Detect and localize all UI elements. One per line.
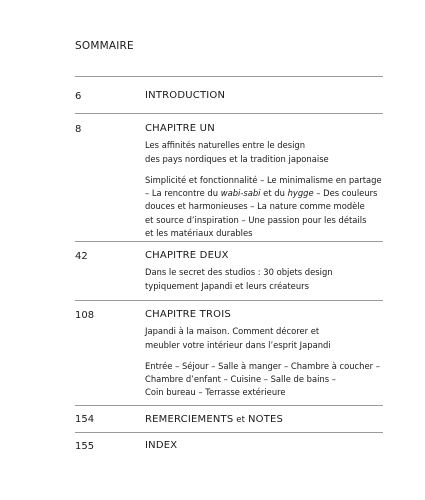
toc-entry-chapitre-deux[interactable]: [145, 249, 395, 293]
divider: [75, 241, 383, 242]
entry-heading: CHAPITRE DEUX: [145, 250, 229, 261]
entry-description: [145, 174, 395, 240]
toc-entry-remerciements[interactable]: [145, 412, 395, 427]
entry-heading: INTRODUCTION: [145, 90, 226, 101]
description-text: et du: [260, 188, 288, 199]
entry-heading: CHAPITRE UN: [145, 123, 215, 134]
toc-entry-index[interactable]: [145, 439, 395, 453]
entry-heading: [145, 412, 395, 427]
entry-heading: CHAPITRE TROIS: [145, 309, 231, 320]
page-number: 155: [75, 441, 95, 452]
page-number: 154: [75, 414, 95, 425]
description-text: – La rencontre du: [145, 188, 221, 199]
description-line: Simplicité et fonctionnalité – Le minimalisme en partage: [145, 175, 382, 185]
entry-heading: INDEX: [145, 440, 178, 451]
entry-subtitle: [145, 266, 395, 293]
description-line: Entrée – Séjour – Salle à manger – Chambre à coucher –: [145, 361, 380, 371]
description-term: wabi-sabi: [220, 188, 261, 199]
page-number: 108: [75, 310, 95, 321]
entry-description: [145, 360, 395, 400]
entry-subtitle: [145, 325, 395, 352]
divider: [75, 405, 383, 406]
description-line: et les matériaux durables: [145, 227, 253, 238]
page-title: SOMMAIRE: [75, 40, 134, 52]
heading-part: REMERCIEMENTS: [145, 414, 234, 425]
divider: [75, 300, 383, 301]
page-number: 6: [75, 91, 82, 102]
divider: [75, 113, 383, 114]
description-line: [145, 187, 395, 200]
description-line: douces et harmonieuses – La nature comme modèle: [145, 201, 365, 212]
toc-entry-chapitre-trois[interactable]: [145, 308, 395, 400]
description-line: Chambre d’enfant – Cuisine – Salle de bains –: [145, 374, 336, 385]
description-term: hygge: [287, 188, 314, 199]
toc-entry-chapitre-un[interactable]: [145, 122, 395, 240]
heading-connector: et: [233, 414, 248, 424]
description-line: Coin bureau – Terrasse extérieure: [145, 387, 286, 398]
description-line: et source d’inspiration – Une passion pour les détails: [145, 214, 367, 225]
page-number: 8: [75, 124, 82, 135]
heading-part: NOTES: [247, 414, 284, 425]
entry-subtitle: [145, 139, 395, 166]
description-text: – Des couleurs: [313, 188, 378, 199]
page-number: 42: [75, 251, 88, 262]
toc-entry-introduction[interactable]: [145, 89, 395, 103]
subtitle-line: Les affinités naturelles entre le design: [145, 140, 306, 150]
subtitle-line: meubler votre intérieur dans l’esprit Japandi: [145, 339, 331, 350]
divider: [75, 432, 383, 433]
subtitle-line: Dans le secret des studios : 30 objets design: [145, 267, 333, 277]
divider: [75, 76, 383, 77]
subtitle-line: typiquement Japandi et leurs créateurs: [145, 280, 309, 291]
subtitle-line: des pays nordiques et la tradition japonaise: [145, 153, 329, 164]
subtitle-line: Japandi à la maison. Comment décorer et: [145, 326, 320, 336]
